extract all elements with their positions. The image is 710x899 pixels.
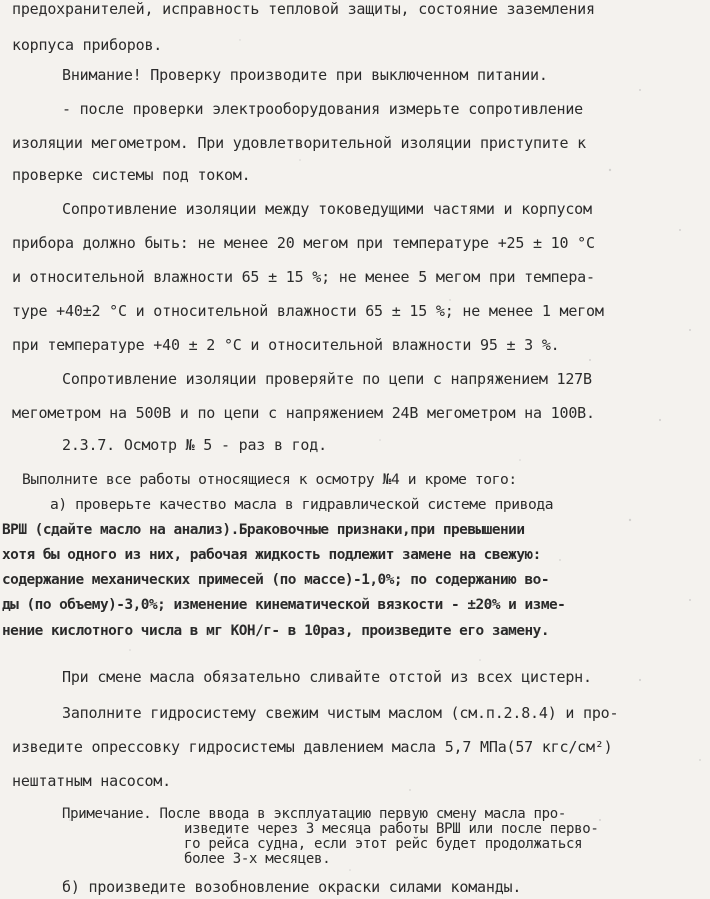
text-line: Сопротивление изоляции между токоведущими частями и корпусом xyxy=(62,200,592,218)
text-line: изоляции мегометром. При удовлетворительной изоляции приступите к xyxy=(12,134,586,152)
text-line: а) проверьте качество масла в гидравлической системе привода xyxy=(50,496,554,513)
text-line: и относительной влажности 65 ± 15 %; не менее 5 мегом при темпера- xyxy=(12,268,595,286)
text-line: проверке системы под током. xyxy=(12,166,251,184)
text-line: Выполните все работы относящиеся к осмотру №4 и кроме того: xyxy=(22,471,517,488)
text-line: ВРШ (сдайте масло на анализ).Браковочные признаки,при превышении xyxy=(2,522,525,538)
text-line: при температуре +40 ± 2 °С и относительной влажности 95 ± 3 %. xyxy=(12,336,560,354)
note-line: го рейса судна, если этот рейс будет продолжаться xyxy=(184,836,583,852)
note-line: более 3-х месяцев. xyxy=(184,851,331,867)
note-label-line: Примечание. После ввода в эксплуатацию первую смену масла про- xyxy=(62,806,566,822)
text-line: изведите опрессовку гидросистемы давлением масла 5,7 МПа(57 кгс/см²) xyxy=(12,738,613,756)
text-line: туре +40±2 °С и относительной влажности 65 ± 15 %; не менее 1 мегом xyxy=(12,302,604,320)
text-line-warning: Внимание! Проверку производите при выключенном питании. xyxy=(62,66,548,84)
section-heading: 2.3.7. Осмотр № 5 - раз в год. xyxy=(62,436,327,454)
text-line: Сопротивление изоляции проверяйте по цепи с напряжением 127В xyxy=(62,370,592,388)
text-line: Заполните гидросистему свежим чистым маслом (см.п.2.8.4) и про- xyxy=(62,704,619,722)
text-line: нештатным насосом. xyxy=(12,772,171,790)
text-line: корпуса приборов. xyxy=(12,36,163,54)
text-line: - после проверки электрооборудования измерьте сопротивление xyxy=(62,100,584,118)
text-line: нение кислотного числа в мг КОН/г- в 10раз, произведите его замену. xyxy=(2,623,549,639)
text-line: прибора должно быть: не менее 20 мегом при температуре +25 ± 10 °С xyxy=(12,234,595,252)
text-line: б) произведите возобновление окраски силами команды. xyxy=(62,878,522,896)
text-line: содержание механических примесей (по массе)-1,0%; по содержанию во- xyxy=(2,572,549,588)
text-line: предохранителей, исправность тепловой защиты, состояние заземления xyxy=(12,0,595,18)
text-line: хотя бы одного из них, рабочая жидкость подлежит замене на свежую: xyxy=(2,547,541,563)
text-line: мегометром на 500В и по цепи с напряжением 24В мегометром на 100В. xyxy=(12,404,595,422)
text-line: ды (по объему)-3,0%; изменение кинематической вязкости - ±20% и изме- xyxy=(2,597,566,613)
note-line: изведите через 3 месяца работы ВРШ или после перво- xyxy=(184,821,599,837)
text-line: При смене масла обязательно сливайте отстой из всех цистерн. xyxy=(62,668,592,686)
